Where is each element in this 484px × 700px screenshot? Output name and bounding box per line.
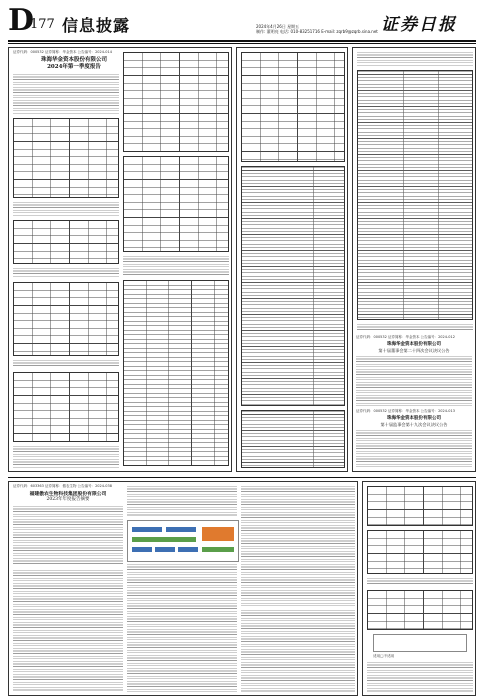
income-statement-table bbox=[123, 156, 229, 252]
section-divider bbox=[8, 477, 476, 478]
body-text bbox=[13, 268, 119, 278]
masthead-contact: 制作: 董明亮 电话: 010-83251716 E-mail: zqrb9@zqrb.sina.net bbox=[256, 29, 378, 34]
shareholder-table bbox=[367, 590, 473, 630]
body-text bbox=[13, 360, 119, 368]
body-text bbox=[356, 430, 472, 468]
financial-table bbox=[13, 220, 119, 264]
financial-table bbox=[367, 530, 473, 574]
body-text bbox=[367, 578, 473, 586]
masthead-rule-thin bbox=[8, 43, 476, 44]
article-title: 2024年第一季度报告 bbox=[47, 64, 101, 70]
financial-table bbox=[241, 52, 345, 162]
article-company: 珠海华金资本股份有限公司 bbox=[387, 416, 441, 421]
article-continued-tables bbox=[236, 47, 348, 472]
body-text bbox=[123, 256, 229, 276]
diagram-node bbox=[132, 527, 162, 532]
body-text bbox=[13, 570, 123, 692]
diagram-node bbox=[132, 547, 152, 552]
page-letter: D bbox=[8, 3, 35, 38]
body-text bbox=[241, 610, 355, 692]
stock-code-line: 证券代码：603363 证券简称：傲农生物 公告编号：2024-038 bbox=[13, 484, 112, 488]
body-text bbox=[127, 486, 237, 516]
diagram-node bbox=[132, 537, 196, 542]
ownership-diagram bbox=[373, 634, 467, 652]
diagram-node bbox=[178, 547, 198, 552]
business-model-diagram bbox=[127, 520, 239, 562]
stock-code-line: 证券代码：000532 证券简称：华金资本 公告编号：2024-012 bbox=[356, 335, 455, 339]
shareholder-table bbox=[13, 282, 119, 356]
article-company: 福建傲农生物科技集团股份有限公司 bbox=[29, 491, 107, 497]
diagram-node bbox=[202, 527, 234, 541]
body-text bbox=[13, 446, 119, 468]
masthead-rule bbox=[8, 40, 476, 42]
section-title: 信息披露 bbox=[62, 16, 131, 35]
article-title: 第十届监事会第十九次会议决议公告 bbox=[380, 422, 448, 427]
article-quarterly-report bbox=[8, 47, 232, 472]
article-company: 珠海华金资本股份有限公司 bbox=[40, 57, 107, 63]
body-text bbox=[13, 506, 123, 566]
dense-financial-table bbox=[357, 70, 473, 320]
article-annual-report-tables bbox=[362, 481, 476, 696]
article-annual-report bbox=[8, 481, 358, 696]
caption-text: 适用□不适用 bbox=[373, 654, 395, 658]
article-title: 第十届董事会第二十四次会议决议公告 bbox=[378, 348, 450, 353]
body-text bbox=[127, 564, 237, 692]
masthead-date: 2024年4月26日 星期五 bbox=[256, 24, 300, 29]
dense-financial-table bbox=[241, 410, 345, 468]
page-number: 177 bbox=[30, 17, 55, 32]
body-text bbox=[13, 202, 119, 216]
diagram-node bbox=[166, 527, 196, 532]
body-text bbox=[241, 486, 355, 606]
balance-sheet-table bbox=[123, 52, 229, 152]
diagram-node bbox=[155, 547, 175, 552]
newspaper-logo: 证券日报 bbox=[381, 15, 457, 35]
body-text bbox=[13, 100, 119, 114]
body-text bbox=[357, 52, 473, 66]
financial-table bbox=[13, 118, 119, 198]
shareholder-table bbox=[13, 372, 119, 442]
article-title: 2023年年度报告摘要 bbox=[46, 497, 90, 502]
cash-flow-table bbox=[123, 280, 229, 466]
financial-table bbox=[367, 486, 473, 526]
stock-code-line: 证券代码：000532 证券简称：华金资本 公告编号：2024-013 bbox=[356, 409, 455, 413]
diagram-node bbox=[202, 547, 234, 552]
article-company: 珠海华金资本股份有限公司 bbox=[387, 342, 441, 347]
body-text bbox=[367, 662, 473, 692]
body-text bbox=[356, 356, 472, 406]
stock-code-line: 证券代码：000532 证券简称：华金资本 公告编号：2024-014 bbox=[13, 50, 112, 54]
body-text bbox=[13, 74, 119, 98]
dense-financial-table bbox=[241, 166, 345, 406]
body-text bbox=[357, 324, 473, 332]
